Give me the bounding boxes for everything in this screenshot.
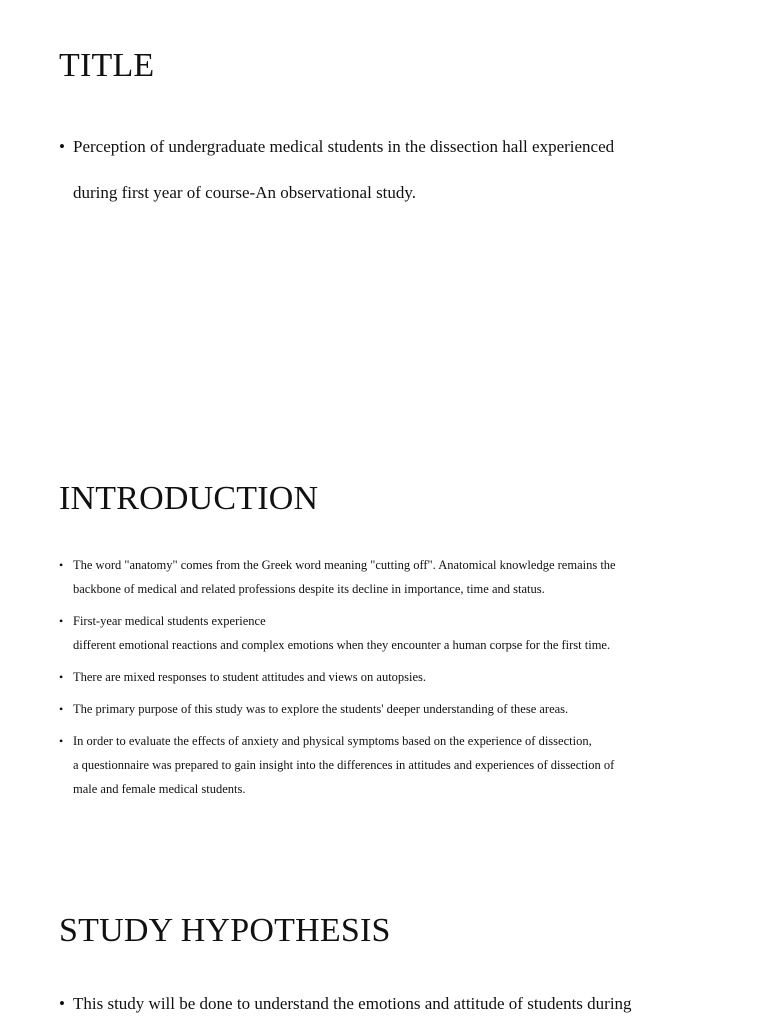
hypothesis-bullet-line: This study will be done to understand the emotions and attitude of students during: [73, 994, 632, 1013]
introduction-bullet-item: [59, 697, 709, 721]
introduction-bullet-item: [59, 553, 709, 601]
title-heading: TITLE: [59, 47, 155, 84]
bullet-icon: •: [59, 137, 65, 156]
hypothesis-heading: STUDY HYPOTHESIS: [59, 912, 391, 949]
title-bullet-item: [59, 124, 719, 216]
introduction-bullet-line: different emotional reactions and complex emotions when they encounter a human corpse for the first time.: [73, 638, 611, 652]
introduction-bullet-line: In order to evaluate the effects of anxiety and physical symptoms based on the experience of dissection,: [73, 734, 592, 748]
introduction-bullet-line: a questionnaire was prepared to gain insight into the differences in attitudes and experiences of dissection of: [73, 758, 615, 772]
introduction-bullet-item: [59, 609, 709, 657]
bullet-icon: •: [59, 702, 64, 716]
introduction-bullet-item: [59, 665, 709, 689]
introduction-bullet-list: [59, 553, 709, 809]
introduction-bullet-line: There are mixed responses to student attitudes and views on autopsies.: [73, 670, 427, 684]
bullet-icon: •: [59, 994, 65, 1013]
title-bullet-line: Perception of undergraduate medical students in the dissection hall experienced: [73, 137, 615, 156]
title-bullet-line: during first year of course-An observational study.: [73, 183, 417, 202]
introduction-bullet-item: [59, 729, 709, 801]
bullet-icon: •: [59, 558, 64, 572]
bullet-icon: •: [59, 670, 64, 684]
introduction-bullet-line: The word "anatomy" comes from the Greek word meaning "cutting off". Anatomical knowledge remains the: [73, 558, 616, 572]
introduction-bullet-line: backbone of medical and related professions despite its decline in importance, time and status.: [73, 582, 545, 596]
introduction-heading: INTRODUCTION: [59, 480, 319, 517]
hypothesis-bullet-item: [59, 981, 719, 1027]
bullet-icon: •: [59, 734, 64, 748]
introduction-bullet-line: The primary purpose of this study was to explore the students' deeper understanding of these areas.: [73, 702, 569, 716]
introduction-bullet-line: male and female medical students.: [73, 782, 246, 796]
title-bullet-list: [59, 124, 719, 216]
hypothesis-bullet-list: [59, 981, 719, 1027]
introduction-bullet-line: First-year medical students experience: [73, 614, 266, 628]
bullet-icon: •: [59, 614, 64, 628]
